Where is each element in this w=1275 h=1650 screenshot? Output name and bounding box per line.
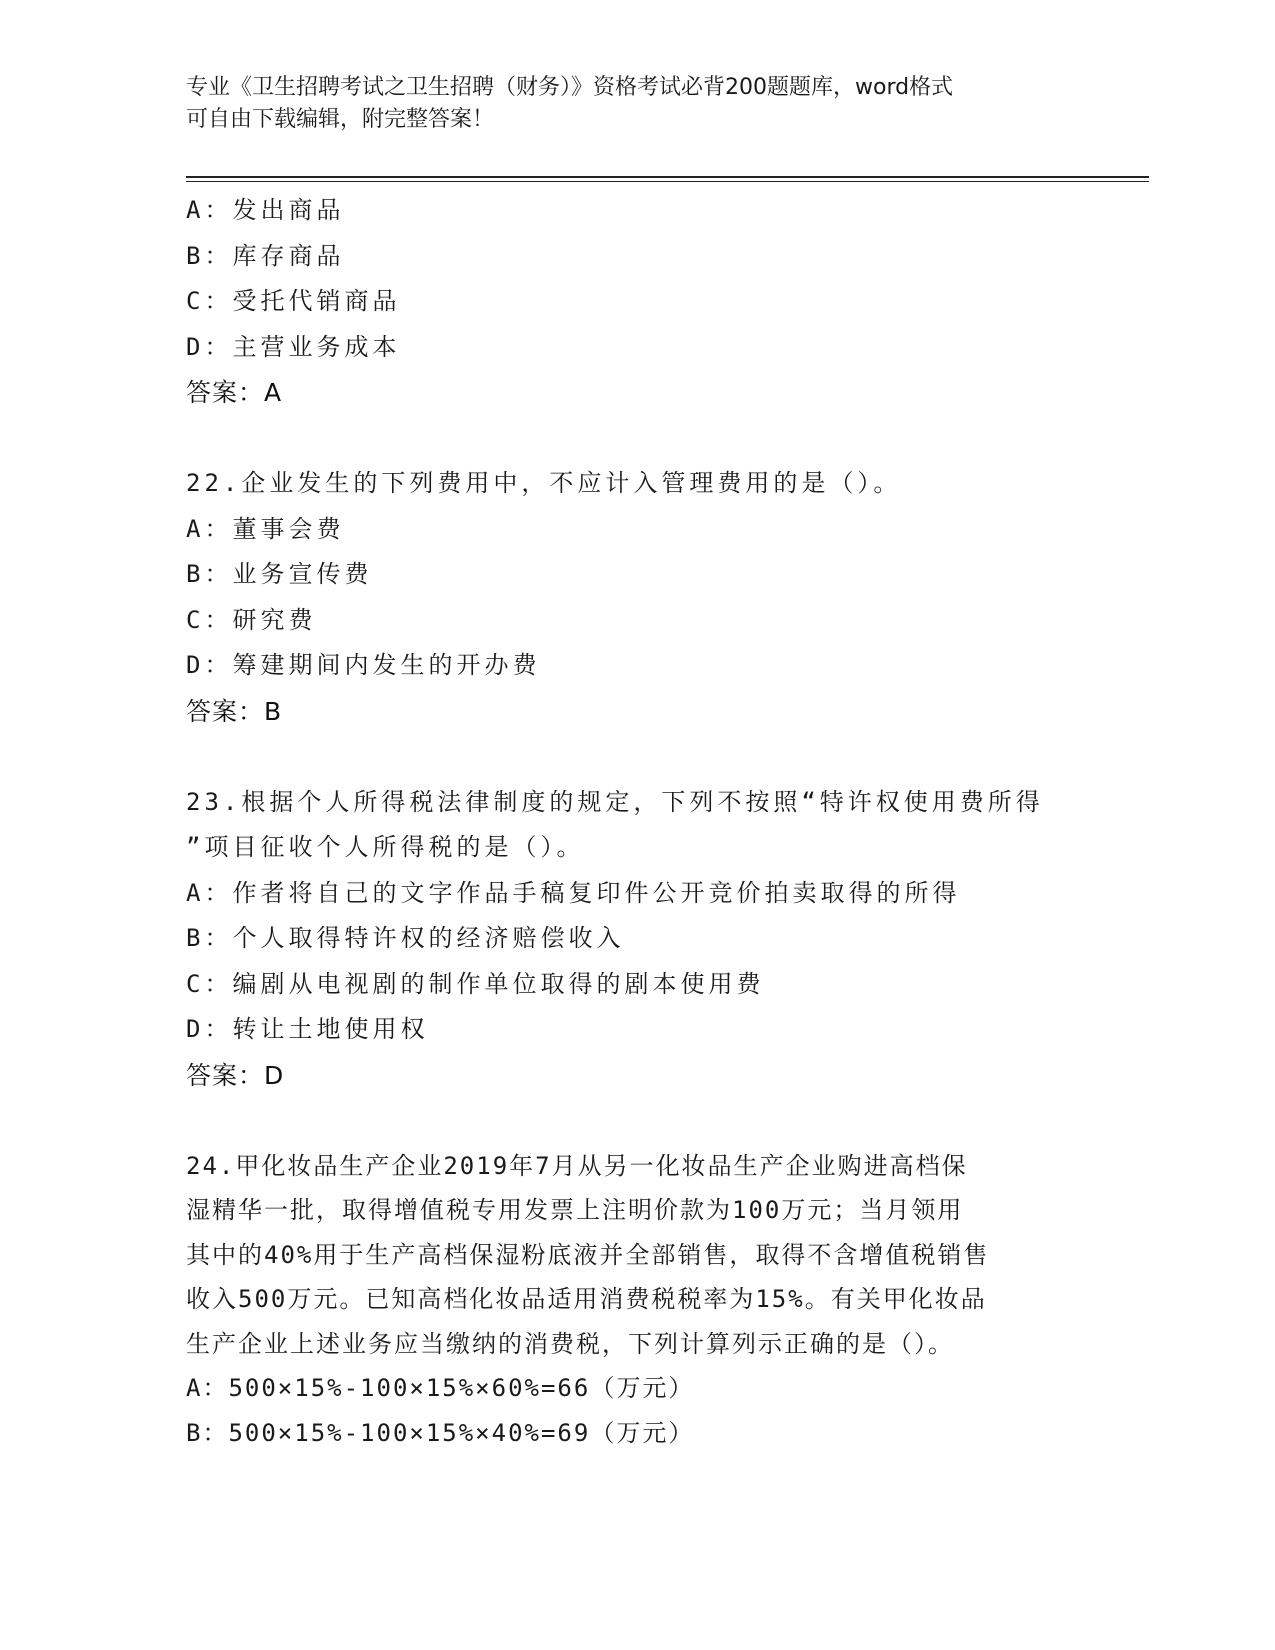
question-stem-line: 其中的40%用于生产高档保湿粉底液并全部销售，取得不含增值税销售	[186, 1240, 990, 1269]
header-divider-thin	[186, 181, 1149, 182]
spacer	[186, 1098, 1086, 1144]
option-b: B：500×15%-100×15%×40%=69（万元）	[186, 1418, 695, 1447]
question-stem-line: 湿精华一批，取得增值税专用发票上注明价款为100万元；当月领用	[186, 1196, 964, 1224]
header-title-line-2: 可自由下载编辑，附完整答案！	[186, 107, 495, 132]
question-list	[186, 188, 1086, 1455]
option-b: B：个人取得特许权的经济赔偿收入	[186, 924, 625, 952]
question-stem-line: 生产企业上述业务应当缴纳的消费税，下列计算列示正确的是（）。	[186, 1329, 954, 1358]
header-title-line-1: 专业《卫生招聘考试之卫生招聘（财务）》资格考试必背200题题库，word格式	[186, 75, 954, 100]
option-a: A：500×15%-100×15%×60%=66（万元）	[186, 1374, 695, 1402]
option-c: C：研究费	[186, 605, 317, 634]
question-stem-line: 23.根据个人所得税法律制度的规定，下列不按照“特许权使用费所得	[186, 787, 1044, 816]
option-a: A：发出商品	[186, 196, 345, 224]
question-block-22	[186, 461, 1086, 734]
option-d: D：筹建期间内发生的开办费	[186, 651, 541, 679]
answer-line: 答案：A	[186, 378, 283, 407]
option-d: D：转让土地使用权	[186, 1015, 429, 1043]
option-d: D：主营业务成本	[186, 332, 401, 361]
document-header	[186, 72, 1086, 136]
option-b: B：业务宣传费	[186, 560, 373, 588]
question-block-23	[186, 780, 1086, 1099]
question-stem-line: ”项目征收个人所得税的是（）。	[186, 833, 585, 861]
header-divider-thick	[186, 176, 1149, 178]
question-block-previous	[186, 188, 1086, 416]
option-a: A：董事会费	[186, 514, 345, 543]
option-c: C：受托代销商品	[186, 287, 401, 315]
question-stem-line: 收入500万元。已知高档化妆品适用消费税税率为15%。有关甲化妆品	[186, 1285, 987, 1313]
question-block-24	[186, 1144, 1086, 1456]
spacer	[186, 416, 1086, 462]
option-c: C：编剧从电视剧的制作单位取得的剧本使用费	[186, 969, 765, 998]
answer-line: 答案：D	[186, 1060, 285, 1090]
question-stem-line: 24.甲化妆品生产企业2019年7月从另一化妆品生产企业购进高档保	[186, 1151, 968, 1180]
answer-line: 答案：B	[186, 696, 283, 726]
spacer	[186, 734, 1086, 780]
question-stem: 22.企业发生的下列费用中，不应计入管理费用的是（）。	[186, 469, 902, 497]
option-b: B：库存商品	[186, 241, 345, 270]
option-a: A：作者将自己的文字作品手稿复印件公开竞价拍卖取得的所得	[186, 878, 961, 907]
